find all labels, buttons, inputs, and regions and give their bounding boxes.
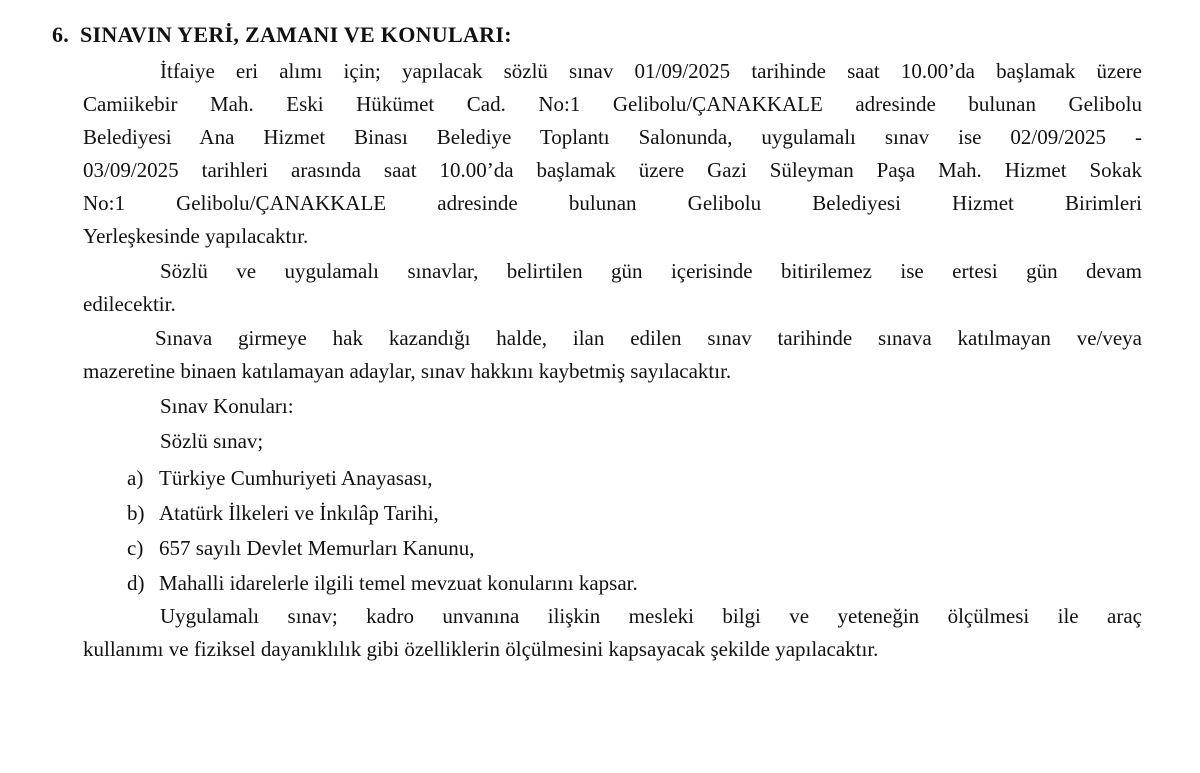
- topic-item-label: c): [127, 536, 144, 560]
- topic-item: [127, 533, 475, 563]
- paragraph-3-line-2: mazeretine binaen katılamayan adaylar, sınav hakkını kaybetmiş sayılacaktır.: [83, 359, 732, 383]
- topic-item: [127, 568, 638, 598]
- paragraph-1-line-3: Belediyesi Ana Hizmet Binası Belediye Toplantı Salonunda, uygulamalı sınav ise 02/09/2025 -: [83, 125, 1142, 149]
- topic-item-text: Atatürk İlkeleri ve İnkılâp Tarihi,: [159, 501, 439, 525]
- paragraph-4-line-2: kullanımı ve fiziksel dayanıklılık gibi özelliklerin ölçülmesini kapsayacak şekilde yapılacaktır.: [83, 637, 879, 661]
- paragraph-1-line-6: Yerleşkesinde yapılacaktır.: [83, 224, 309, 248]
- paragraph-1-line-4: 03/09/2025 tarihleri arasında saat 10.00’da başlamak üzere Gazi Süleyman Paşa Mah. Hizmet Sokak: [83, 158, 1142, 182]
- oral-exam-label: Sözlü sınav;: [160, 429, 264, 453]
- topic-item-text: 657 sayılı Devlet Memurları Kanunu,: [159, 536, 475, 560]
- paragraph-3-line-1: Sınava girmeye hak kazandığı halde, ilan edilen sınav tarihinde sınava katılmayan ve/veya: [155, 326, 1142, 350]
- paragraph-1-line-1: İtfaiye eri alımı için; yapılacak sözlü sınav 01/09/2025 tarihinde saat 10.00’da başlamak üzere: [160, 59, 1142, 83]
- paragraph-1-line-5: No:1 Gelibolu/ÇANAKKALE adresinde bulunan Gelibolu Belediyesi Hizmet Birimleri: [83, 191, 1142, 215]
- topic-item: [127, 463, 433, 493]
- paragraph-2-line-1: Sözlü ve uygulamalı sınavlar, belirtilen gün içerisinde bitirilemez ise ertesi gün devam: [160, 259, 1142, 283]
- topic-item: [127, 498, 439, 528]
- topic-item-label: a): [127, 466, 144, 490]
- topic-item-label: b): [127, 501, 145, 525]
- topic-item-label: d): [127, 571, 145, 595]
- topic-item-text: Mahalli idarelerle ilgili temel mevzuat konularını kapsar.: [159, 571, 638, 595]
- paragraph-1-line-2: Camiikebir Mah. Eski Hükümet Cad. No:1 Gelibolu/ÇANAKKALE adresinde bulunan Gelibolu: [83, 92, 1142, 116]
- paragraph-4-line-1: Uygulamalı sınav; kadro unvanına ilişkin mesleki bilgi ve yeteneğin ölçülmesi ile araç: [160, 604, 1142, 628]
- section-heading: [52, 20, 512, 50]
- section-number: 6.: [52, 22, 70, 47]
- section-title: SINAVIN YERİ, ZAMANI VE KONULARI:: [80, 22, 512, 47]
- exam-topics-heading: Sınav Konuları:: [160, 394, 294, 418]
- topic-item-text: Türkiye Cumhuriyeti Anayasası,: [159, 466, 433, 490]
- paragraph-2-line-2: edilecektir.: [83, 292, 176, 316]
